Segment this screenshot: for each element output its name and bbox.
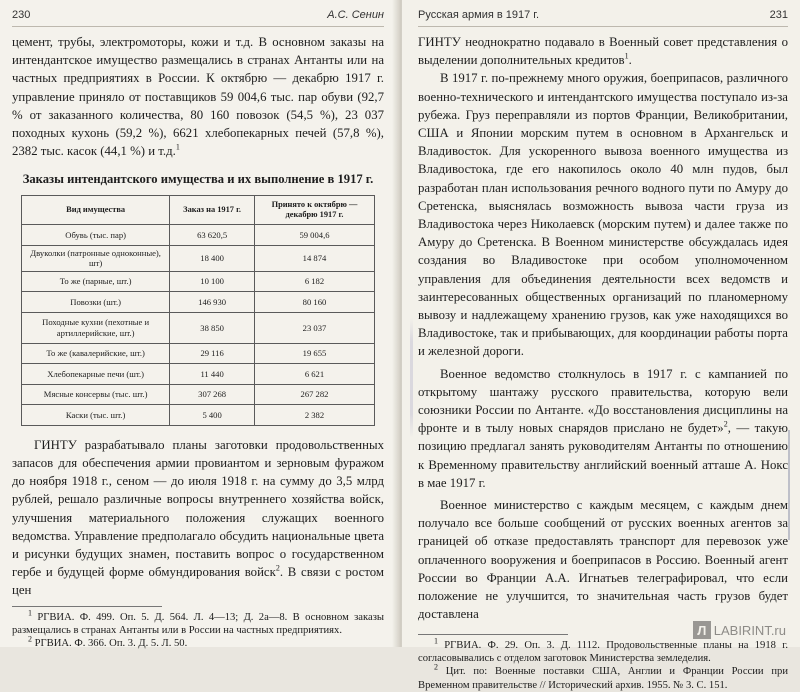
table-cell: Мясные консервы (тыс. шт.) xyxy=(22,384,170,405)
footnote-divider xyxy=(12,606,162,607)
table-cell: 5 400 xyxy=(170,405,255,426)
table-cell: Двуколки (патронные одноконные), шт) xyxy=(22,245,170,271)
footnote-ref-2: 2 xyxy=(275,563,280,573)
table-cell: 23 037 xyxy=(254,312,374,343)
table-header-cell: Вид имущества xyxy=(22,196,170,225)
table-cell: 146 930 xyxy=(170,292,255,313)
table-cell: 59 004,6 xyxy=(254,225,374,246)
table-row xyxy=(22,292,375,313)
footnote-ref-2: 2 xyxy=(723,420,728,429)
table-cell: 18 400 xyxy=(170,245,255,271)
table-row xyxy=(22,271,375,292)
table-cell: Походные кухни (пехотные и артиллерийские, шт.) xyxy=(22,312,170,343)
left-footnote-2: $^2$ РГВИА. Ф. 366. Оп. 3. Д. 5. Л. 50. xyxy=(28,634,188,650)
left-footnote-1: $^1$ РГВИА. Ф. 499. Оп. 5. Д. 564. Л. 4—13; Д. 2а—8. В основном заказы размещались в странах Антанты или в России на частных предприятиях. xyxy=(12,608,384,636)
table-cell: То же (кавалерийские, шт.) xyxy=(22,343,170,364)
right-page xyxy=(402,0,800,691)
table-header-cell: Заказ на 1917 г. xyxy=(170,196,255,225)
right-page-header xyxy=(418,8,788,27)
left-page-number: 230 xyxy=(12,9,31,21)
table-row xyxy=(22,225,375,246)
table-cell: 63 620,5 xyxy=(170,225,255,246)
table-cell: То же (парные, шт.) xyxy=(22,271,170,292)
table-cell: 267 282 xyxy=(254,384,374,405)
table-cell: 10 100 xyxy=(170,271,255,292)
table-cell: 307 268 xyxy=(170,384,255,405)
left-paragraph-1: цемент, трубы, электромоторы, кожи и т.д. В основном заказы на интендантское имущество размещались в странах Антанты или на частных предприятиях в России. К октябрю — декабрю 1917 г. управление приняло от поставщиков 59 004,6 тыс. пар обуви (92,7 % от заказанного количества, 80 160 повозок (54,5 %), 23 037 походных кухонь (59,2 %), 6621 хлебопекарных печей (57,8 %), 2382 тыс. касок (44,1 %) и т.д.$^1$ xyxy=(12,35,384,159)
table-row xyxy=(22,405,375,426)
right-paragraph-3: Военное ведомство столкнулось в 1917 г. с кампанией по открытому шантажу русского правительства, которую вели союзники России по Антанте. «До восстановления дисциплины на фронте и в тылу новых снарядов прислано не будет»$^2$, — такую позицию предлагал занять руководителям Антанты по отношению к Временному правительству английский военный атташе А. Нокс в мае 1917 г. xyxy=(418,366,788,490)
left-page xyxy=(0,0,398,650)
footnote-divider xyxy=(418,634,568,635)
right-running-head: Русская армия в 1917 г. xyxy=(418,9,540,21)
table-cell: 38 850 xyxy=(170,312,255,343)
table-cell: 29 116 xyxy=(170,343,255,364)
table-title: Заказы интендантского имущества и их выполнение в 1917 г. xyxy=(22,172,374,187)
table-cell: 6 182 xyxy=(254,271,374,292)
right-paragraph-4: Военное министерство с каждым месяцем, с каждым днем получало все больше сообщений от русских военных агентов за границей об отказе предоставлять транспорт для перевозок уже оплаченного вооружения и боеприпасов в Россию. Военный агент России во Франции А.А. Игнатьев телеграфировал, что если положение не улучшится, то значительная часть грузов будет доставлена xyxy=(418,498,788,622)
margin-bracket-mark xyxy=(788,430,790,540)
table-cell: 6 621 xyxy=(254,364,374,385)
left-paragraph-2: ГИНТУ разрабатывало планы заготовки продовольственных запасов для обеспечения армии провиантом и зерновым фуражом до ноября 1918 г., сеном — до июля 1918 г. на сумму до 3,5 млрд рублей, решало различные вопросы внутреннего хозяйства войск, улучшения материального положения служащих военного ведомства. Управление предполагало обсудить национальные цвета и рисунки будущих знамен, поставить вопрос о государственном гербе и будущей форме обмундирования войск$^2$. В связи с ростом цен xyxy=(12,437,385,598)
table-row xyxy=(22,343,375,364)
labirint-watermark xyxy=(693,621,786,639)
table-row xyxy=(22,384,375,405)
table-cell: 80 160 xyxy=(254,292,374,313)
right-footnote-2: $^2$ Цит. по: Военные поставки США, Англии и Франции России при Временном правительстве // Исторический архив. 1955. № 3. С. 151. xyxy=(418,662,788,691)
left-page-header xyxy=(12,8,384,27)
table-header-row xyxy=(22,196,375,225)
table-row xyxy=(22,364,375,385)
table-cell: Обувь (тыс. пар) xyxy=(22,225,170,246)
margin-pen-mark xyxy=(410,318,413,438)
table-cell: 19 655 xyxy=(254,343,374,364)
table-cell: 2 382 xyxy=(254,405,374,426)
watermark-text: LABIRINT.ru xyxy=(713,622,786,638)
table-header-cell: Принято к октябрю — декабрю 1917 г. xyxy=(254,196,374,225)
footnote-ref-1: 1 xyxy=(624,51,629,61)
table-cell: Повозки (шт.) xyxy=(22,292,170,313)
table-cell: 14 874 xyxy=(254,245,374,271)
table-cell: Хлебопекарные печи (шт.) xyxy=(22,364,170,385)
right-paragraph-1: ГИНТУ неоднократно подавало в Военный совет представления о выделении дополнительных кредитов$^1$. xyxy=(418,35,788,68)
table-cell: Каски (тыс. шт.) xyxy=(22,405,170,426)
right-footnote-1: $^1$ РГВИА. Ф. 29. Оп. 3. Д. 1112. Продовольственные планы на 1918 г. согласовывались с отделом заготовок Министерства земледелия. xyxy=(418,635,788,664)
table-cell: 11 440 xyxy=(170,364,255,385)
orders-table xyxy=(21,195,375,425)
left-running-head: А.С. Сенин xyxy=(327,9,384,21)
right-paragraph-2: В 1917 г. по-прежнему много оружия, боеприпасов, различного военно-технического и интендантского имущества поступало из-за рубежа. Груз переправляли из портов Франции, Великобритании, США и Японии морским путем в основном в Архангельск и Владивосток. Для ускоренного вывоза военного имущества из Владивостока, где его накопилось около 40 млн пудов, был разработан план использования речного водного пути по Амуру до Сретенска, выяснялась возможность вывоза части груза из Владивостока через Николаевск (морским путем) и далее также по Амуру до Сретенска. В Военном министерстве обсуждалась идея создания во Владивостоке при особом уполномоченном управления для объединения деятельности всех ведомств и заинтересованных общественных организаций по планомерному вывозу и надлежащему хранению грузов, как уже находящихся во Владивостоке, так и прибывающих, для координации работы порта и железной дороги. xyxy=(418,71,788,359)
right-page-number: 231 xyxy=(769,9,788,21)
footnote-ref-1: 1 xyxy=(175,142,180,152)
labirint-logo-icon: Л xyxy=(693,621,711,639)
table-row xyxy=(22,245,375,271)
table-row xyxy=(22,312,375,343)
